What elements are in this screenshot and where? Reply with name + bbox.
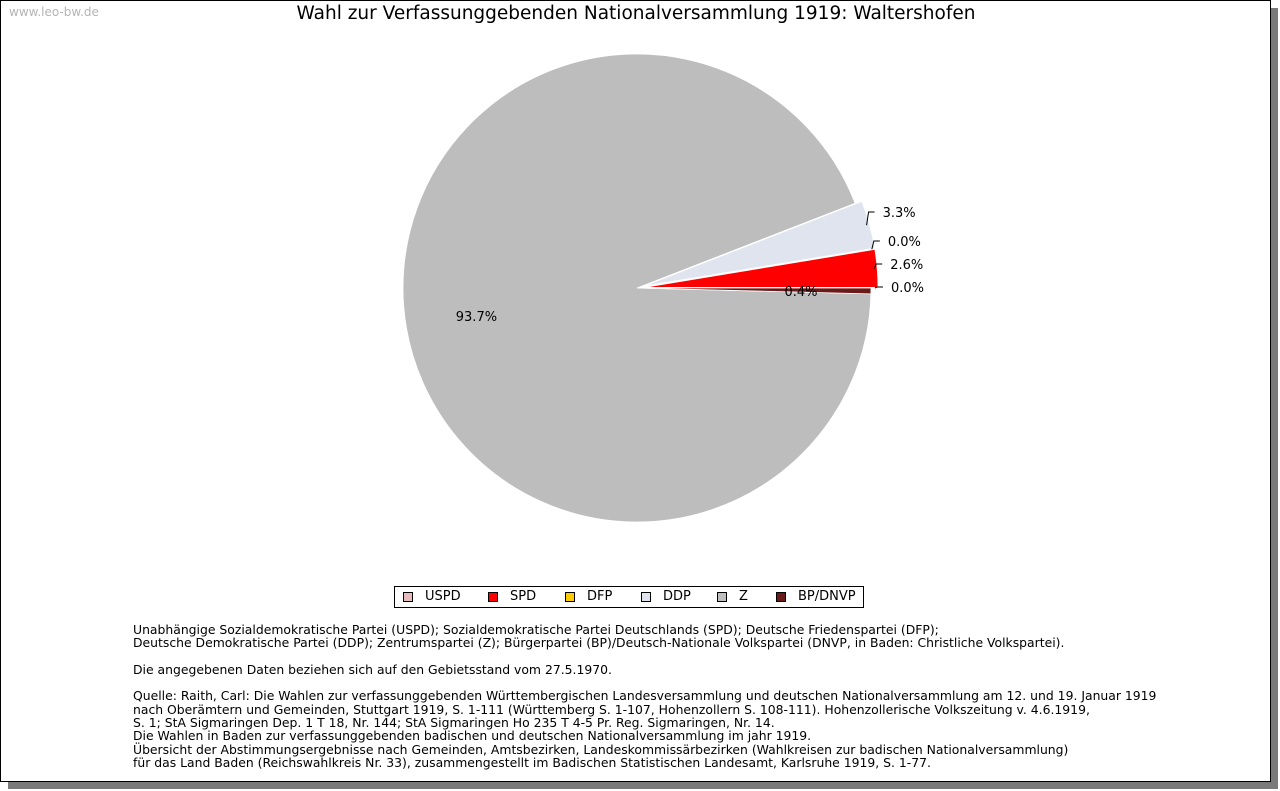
- note-line: S. 1; StA Sigmaringen Dep. 1 T 18, Nr. 144; StA Sigmaringen Ho 235 T 4-5 Pr. Reg. Sigmaringen, Nr. 14.: [133, 715, 775, 731]
- legend-swatch: [565, 592, 575, 602]
- legend-label: SPD: [510, 589, 537, 604]
- chart-title: Wahl zur Verfassunggebenden Nationalversammlung 1919: Waltershofen: [296, 3, 976, 24]
- note-line: für das Land Baden (Reichswahlkreis Nr. 33), zusammengestellt im Badischen Statistischen Landesamt, Karlsruhe 1919, S. 1-77.: [133, 754, 931, 770]
- watermark: www.leo-bw.de: [9, 5, 99, 19]
- legend-label: BP/DNVP: [798, 589, 856, 604]
- leader-line-uspd: [875, 287, 883, 288]
- legend-label: DDP: [663, 589, 691, 604]
- note-line: Quelle: Raith, Carl: Die Wahlen zur verfassunggebenden Württembergischen Landesversammlung und deutschen Nationalversammlung am 12. und 19. Januar 1919: [133, 688, 1157, 704]
- note-line: Deutsche Demokratische Partei (DDP); Zentrumspartei (Z); Bürgerpartei (BP)/Deutsch-Nationale Volkspartei (DNVP, in Baden: Christliche Volkspartei).: [133, 635, 1065, 651]
- legend-swatch: [403, 592, 413, 602]
- frame-shadow-right: [1271, 8, 1278, 788]
- chart-notes: [133, 623, 1213, 769]
- legend-swatch: [717, 592, 727, 602]
- data-label-spd: 2.6%: [890, 258, 924, 273]
- data-label-bp-dnvp: 0.4%: [784, 285, 818, 301]
- frame-shadow-bottom: [8, 782, 1278, 789]
- data-label-uspd: 0.0%: [891, 281, 925, 296]
- note-line: nach Oberämtern und Gemeinden, Stuttgart 1919, S. 1-111 (Württemberg S. 1-107, Hohenzollern S. 108-111). Hohenzollerische Volkszeitung v. 4.6.1919,: [133, 701, 1090, 717]
- chart-legend: [394, 586, 864, 608]
- legend-swatch: [776, 592, 786, 602]
- data-label-dfp: 0.0%: [887, 235, 921, 250]
- legend-label: DFP: [587, 589, 613, 604]
- legend-swatch: [641, 592, 651, 602]
- legend-swatch: [488, 592, 498, 602]
- note-line: Die angegebenen Daten beziehen sich auf den Gebietsstand vom 27.5.1970.: [133, 661, 612, 677]
- note-line: Unabhängige Sozialdemokratische Partei (USPD); Sozialdemokratische Partei Deutschlands (SPD); Deutsche Friedenspartei (DFP);: [133, 622, 939, 637]
- data-label-z: 93.7%: [455, 310, 498, 326]
- data-label-ddp: 3.3%: [882, 206, 916, 221]
- note-line: Die Wahlen in Baden zur verfassunggebenden badischen und deutschen Nationalversammlung im jahr 1919.: [133, 728, 812, 744]
- note-line: Übersicht der Abstimmungsergebnisse nach Gemeinden, Amtsbezirken, Landeskommissärbezirken (Wahlkreisen zur badischen Nationalversammlung): [133, 741, 1069, 757]
- legend-label: USPD: [425, 589, 461, 604]
- legend-label: Z: [739, 589, 748, 604]
